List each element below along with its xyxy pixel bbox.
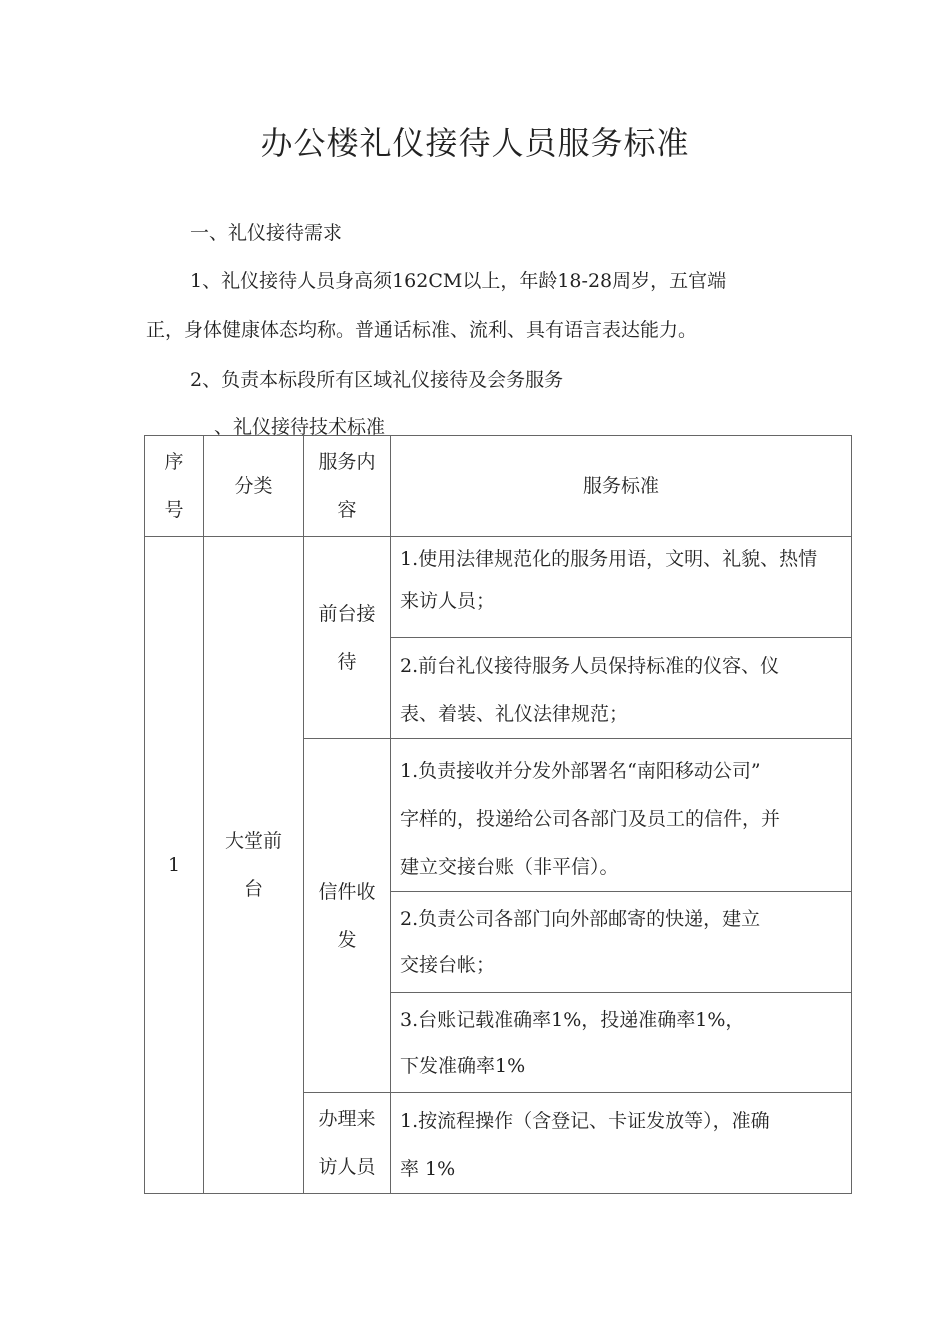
group-mail-line2: 发: [337, 928, 357, 951]
row-category-cell: [204, 537, 304, 1194]
item2-text: 2、负责本标段所有区域礼仪接待及会务服务: [190, 369, 564, 391]
standard-reception-1: [391, 537, 852, 638]
header-content-line2: 容: [337, 499, 357, 521]
header-seq-line2: 号: [164, 499, 184, 521]
standard-reception-2-line2: 表、着装、礼仪法律规范；: [400, 703, 629, 725]
standard-mail-2-line2: 交接台帐；: [400, 954, 496, 976]
service-standards-table: [144, 435, 852, 1194]
document-title: 办公楼礼仪接待人员服务标准: [260, 124, 690, 162]
table-row: [145, 537, 852, 638]
standard-mail-1-line3: 建立交接台账（非平信）。: [400, 856, 619, 878]
section2-heading: 、礼仪接待技术标准: [214, 416, 386, 438]
standard-visitor-1-line2: 率 1%: [400, 1158, 456, 1180]
group-visitor: [304, 1093, 391, 1194]
standard-reception-1-line2: 来访人员；: [400, 590, 496, 612]
group-reception-line1: 前台接: [318, 602, 376, 625]
standard-mail-3-line2: 下发准确率1%: [400, 1055, 526, 1077]
header-seq-line1: 序: [164, 451, 184, 473]
standard-mail-3: [391, 993, 852, 1093]
table-header-row: [145, 436, 852, 537]
standard-mail-1-line1: 1.负责接收并分发外部署名“南阳移动公司”: [400, 760, 761, 782]
standard-reception-2-line1: 2.前台礼仪接待服务人员保持标准的仪容、仪: [400, 655, 780, 677]
standard-visitor-1-line1: 1.按流程操作（含登记、卡证发放等），准确: [400, 1110, 770, 1132]
group-visitor-line1: 办理来: [318, 1108, 376, 1130]
standard-mail-1-line2: 字样的，投递给公司各部门及员工的信件，并: [400, 808, 781, 830]
header-seq: [145, 436, 204, 537]
standard-mail-1: [391, 739, 852, 892]
standard-reception-1-line1: 1.使用法律规范化的服务用语，文明、礼貌、热情: [400, 548, 818, 570]
standard-mail-2: [391, 892, 852, 993]
standard-reception-2: [391, 638, 852, 739]
standard-visitor-1: [391, 1093, 852, 1194]
item1-line1: 1、礼仪接待人员身高须162CM以上，年龄18-28周岁，五官端: [190, 270, 727, 292]
header-standard: 服务标准: [391, 436, 852, 537]
group-visitor-line2: 访人员: [318, 1156, 376, 1178]
item1-line2: 正，身体健康体态均称。普通话标准、流利、具有语言表达能力。: [146, 319, 698, 341]
header-category: 分类: [204, 436, 304, 537]
group-mail-line1: 信件收: [318, 880, 376, 903]
group-mail: [304, 739, 391, 1093]
group-reception: [304, 537, 391, 739]
standard-mail-3-line1: 3.台账记载准确率1%，投递准确率1%，: [400, 1009, 745, 1031]
category-line2: 台: [243, 878, 263, 900]
category-line1: 大堂前: [224, 830, 282, 852]
header-content-line1: 服务内: [318, 451, 376, 473]
header-content: [304, 436, 391, 537]
standard-mail-2-line1: 2.负责公司各部门向外部邮寄的快递，建立: [400, 908, 761, 930]
row-seq-cell: 1: [145, 537, 204, 1194]
group-reception-line2: 待: [337, 650, 357, 673]
section1-heading: 一、礼仪接待需求: [190, 222, 343, 244]
